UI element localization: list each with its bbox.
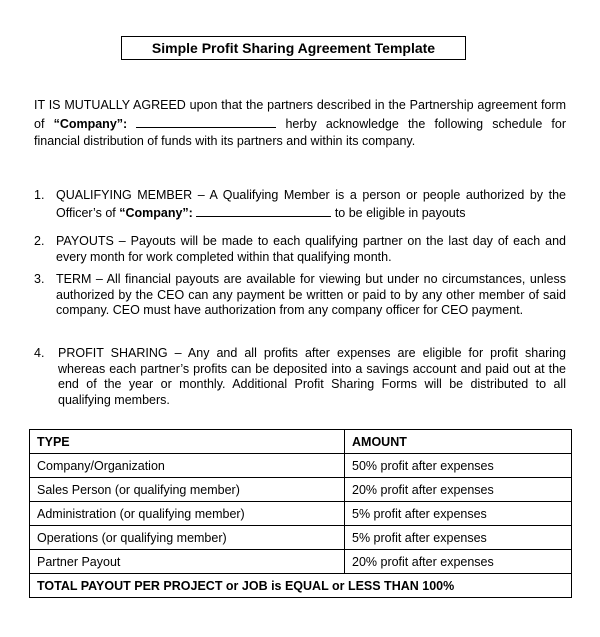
table-row xyxy=(30,454,572,478)
type-cell: Operations (or qualifying member) xyxy=(30,526,345,550)
company-name-blank xyxy=(196,204,331,217)
company-label: “Company”: xyxy=(53,116,128,131)
terms-list xyxy=(34,234,566,265)
table-header-row xyxy=(30,430,572,454)
company-label: “Company”: xyxy=(119,205,193,220)
intro-paragraph xyxy=(34,97,566,151)
item-text: PROFIT SHARING – Any and all profits after expenses are eligible for profit sharing whereas each partner’s profits can be deposited into a savings account and paid out at the end of the year or monthly. Additional Profit Sharing Forms will be distributed to all qualifying members. xyxy=(58,346,566,407)
item-text: TERM – All financial payouts are available for viewing but under no circumstances, unless authorized by the CEO can any payment be written or paid to by any other member of said company. CEO must have authorization from any company officer for CEO payment. xyxy=(56,272,566,317)
type-cell: Partner Payout xyxy=(30,550,345,574)
item-text: PAYOUTS – Payouts will be made to each qualifying partner on the last day of each and every month for work completed within that qualifying month. xyxy=(56,234,566,264)
amount-cell: 5% profit after expenses xyxy=(345,526,572,550)
list-item xyxy=(34,234,566,265)
table-row xyxy=(30,526,572,550)
item-number: 3. xyxy=(34,272,45,286)
list-item xyxy=(34,272,566,319)
terms-list xyxy=(34,272,566,319)
table-row xyxy=(30,550,572,574)
table-total-row xyxy=(30,574,572,598)
item-text: QUALIFYING MEMBER – A Qualifying Member is a person or people authorized by the Officer’s of xyxy=(56,188,566,220)
terms-list xyxy=(34,346,566,408)
table-row xyxy=(30,502,572,526)
type-cell: Administration (or qualifying member) xyxy=(30,502,345,526)
amount-cell: 5% profit after expenses xyxy=(345,502,572,526)
amount-cell: 20% profit after expenses xyxy=(345,550,572,574)
type-cell: Sales Person (or qualifying member) xyxy=(30,478,345,502)
intro-text-end: herby acknowledge the following schedule for financial distribution of funds with its partners and within its company. xyxy=(34,116,566,148)
column-header-type: TYPE xyxy=(30,430,345,454)
list-item xyxy=(34,346,566,408)
column-header-amount: AMOUNT xyxy=(345,430,572,454)
type-cell: Company/Organization xyxy=(30,454,345,478)
amount-cell: 50% profit after expenses xyxy=(345,454,572,478)
item-number: 1. xyxy=(34,188,45,202)
payout-table xyxy=(29,429,572,598)
terms-list xyxy=(34,188,566,221)
item-number: 2. xyxy=(34,234,45,248)
list-item xyxy=(34,188,566,221)
intro-text-start: IT IS MUTUALLY AGREED upon that the partners described in the Partnership agreement form of xyxy=(34,98,566,131)
amount-cell: 20% profit after expenses xyxy=(345,478,572,502)
company-name-blank xyxy=(136,115,276,128)
document-title: Simple Profit Sharing Agreement Template xyxy=(121,36,466,60)
total-cell: TOTAL PAYOUT PER PROJECT or JOB is EQUAL or LESS THAN 100% xyxy=(30,574,572,598)
item-number: 4. xyxy=(34,346,45,360)
table-row xyxy=(30,478,572,502)
item-text: to be eligible in payouts xyxy=(334,205,466,220)
